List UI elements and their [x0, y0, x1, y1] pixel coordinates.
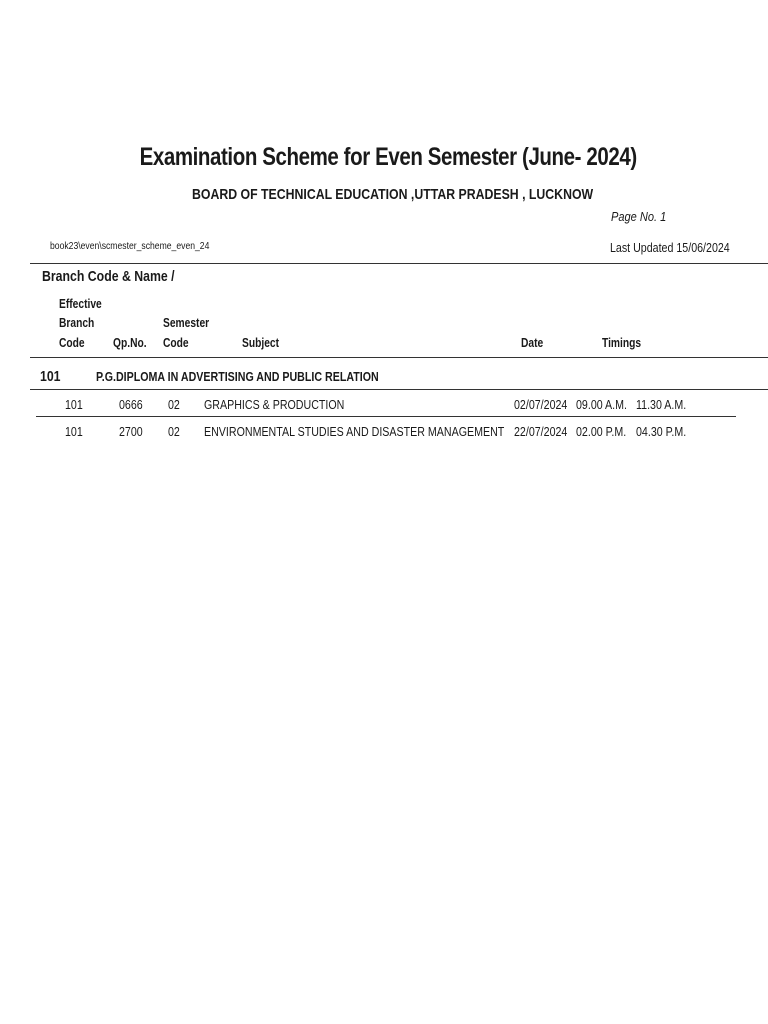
header-qpno: Qp.No. — [113, 336, 147, 350]
row-branch-code: 101 — [65, 397, 83, 412]
header-semester-code: Code — [163, 336, 189, 350]
header-date: Date — [521, 336, 544, 350]
header-timings: Timings — [602, 336, 642, 350]
row-qp-no: 2700 — [119, 424, 143, 439]
row-date: 22/07/2024 — [514, 424, 568, 439]
row-end-time: 04.30 P.M. — [636, 424, 687, 439]
row-subject: ENVIRONMENTAL STUDIES AND DISASTER MANAGEMENT — [204, 424, 505, 439]
header-branch: Branch — [59, 316, 95, 330]
header-subject: Subject — [242, 336, 280, 350]
row-end-time: 11.30 A.M. — [636, 397, 687, 412]
row-start-time: 02.00 P.M. — [576, 424, 627, 439]
divider-branch — [30, 389, 768, 390]
branch-code-name-label: Branch Code & Name / — [42, 268, 175, 285]
row-semester-code: 02 — [168, 397, 180, 412]
last-updated: Last Updated 15/06/2024 — [610, 240, 730, 255]
row-qp-no: 0666 — [119, 397, 143, 412]
branch-code: 101 — [40, 368, 61, 385]
divider-row — [36, 416, 736, 417]
document-title: Examination Scheme for Even Semester (June- 2024) — [139, 143, 637, 171]
header-effective: Effective — [59, 297, 102, 311]
divider-header — [30, 357, 768, 358]
header-semester: Semester — [163, 316, 210, 330]
header-code: Code — [59, 336, 85, 350]
row-date: 02/07/2024 — [514, 397, 568, 412]
row-start-time: 09.00 A.M. — [576, 397, 627, 412]
row-branch-code: 101 — [65, 424, 83, 439]
document-subtitle: BOARD OF TECHNICAL EDUCATION ,UTTAR PRADESH , LUCKNOW — [192, 186, 594, 203]
file-path: book23\even\scmester_scheme_even_24 — [50, 240, 210, 252]
row-semester-code: 02 — [168, 424, 180, 439]
page-number: Page No. 1 — [611, 209, 667, 224]
divider-top — [30, 263, 768, 264]
row-subject: GRAPHICS & PRODUCTION — [204, 397, 345, 412]
branch-name: P.G.DIPLOMA IN ADVERTISING AND PUBLIC RELATION — [96, 369, 379, 384]
